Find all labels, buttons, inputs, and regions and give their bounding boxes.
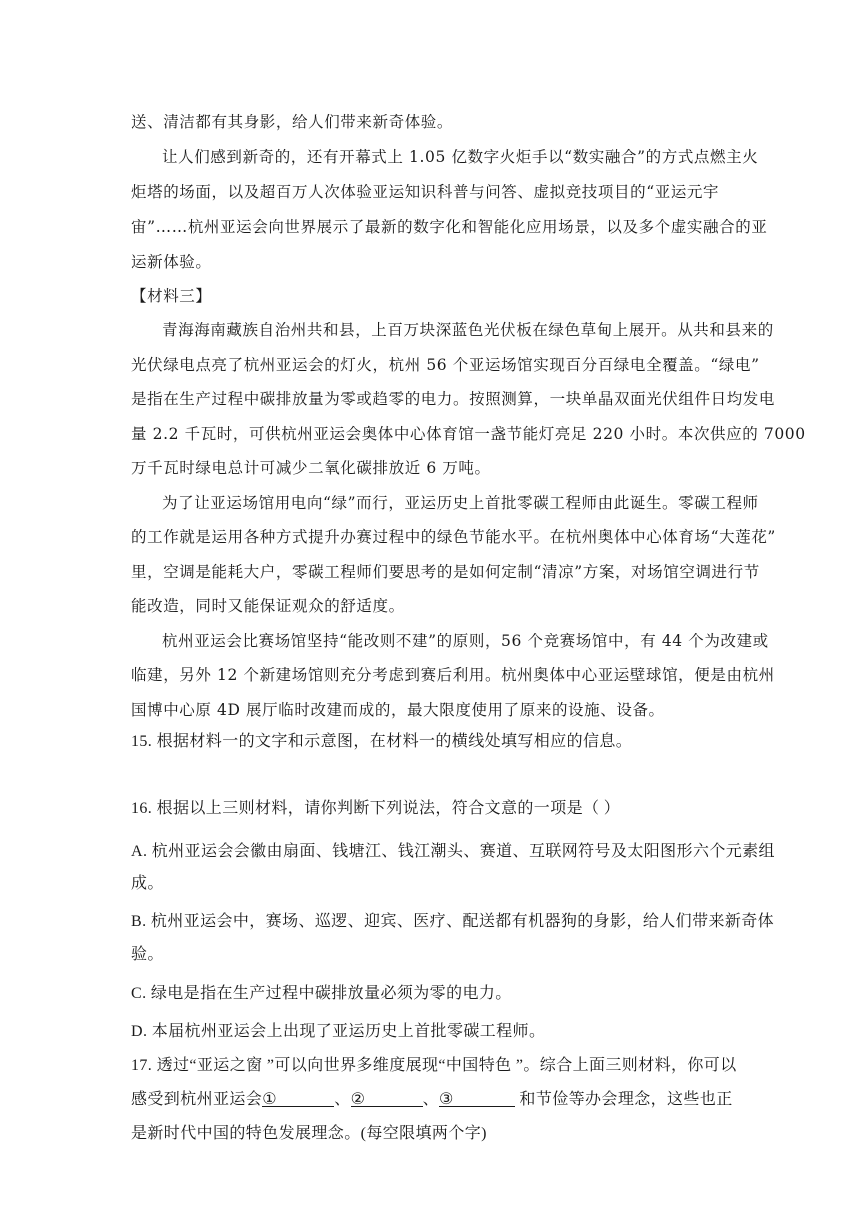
text-line: 让人们感到新奇的，还有开幕式上 1.05 亿数字火炬手以“数实融合”的方式点燃主火 xyxy=(162,148,759,166)
text-line: 为了让亚运场馆用电向“绿”而行，亚运历史上首批零碳工程师由此诞生。零碳工程师 xyxy=(162,494,759,512)
answer-blank-3[interactable]: ③ xyxy=(439,1090,515,1107)
text-line: 杭州亚运会比赛场馆坚持“能改则不建”的原则，56 个竞赛场馆中，有 44 个为改建或 xyxy=(162,632,769,650)
separator: 、 xyxy=(334,1091,351,1108)
text-line: 国博中心原 4D 展厅临时改建而成的，最大限度使用了原来的设施、设备。 xyxy=(131,701,665,719)
option-d: D. 本届杭州亚运会上出现了亚运历史上首批零碳工程师。 xyxy=(131,1023,546,1040)
text-line: 能改造，同时又能保证观众的舒适度。 xyxy=(131,597,405,615)
answer-blank-2[interactable]: ② xyxy=(351,1090,423,1107)
question-15: 15. 根据材料一的文字和示意图，在材料一的横线处填写相应的信息。 xyxy=(131,733,633,750)
text-line: 的工作就是运用各种方式提升办赛过程中的绿色节能水平。在杭州奥体中心体育场“大莲花” xyxy=(131,528,776,546)
q17-text: 感受到杭州亚运会 xyxy=(131,1091,263,1108)
question-17: 17. 透过“亚运之窗 ”可以向世界多维度展现“中国特色 ”。综合上面三则材料，你可以 xyxy=(131,1057,737,1074)
option-c: C. 绿电是指在生产过程中碳排放量必须为零的电力。 xyxy=(131,985,512,1002)
text-line: 运新体验。 xyxy=(131,253,212,271)
text-line: 炬塔的场面，以及超百万人次体验亚运知识科普与问答、虚拟竞技项目的“亚运元宇 xyxy=(131,183,720,201)
question-17-line3: 是新时代中国的特色发展理念。(每空限填两个字) xyxy=(131,1125,487,1142)
q17-text-post: 和节俭等办会理念，这些也正 xyxy=(515,1091,733,1108)
text-line: 万千瓦时绿电总计可减少二氧化碳排放近 6 万吨。 xyxy=(131,459,491,477)
option-a: A. 杭州亚运会会徽由扇面、钱塘江、钱江潮头、赛道、互联网符号及太阳图形六个元素组 xyxy=(131,843,775,860)
text-line: 送、清洁都有其身影，给人们带来新奇体验。 xyxy=(131,113,454,131)
text-line: 光伏绿电点亮了杭州亚运会的灯火，杭州 56 个亚运场馆实现百分百绿电全覆盖。“绿电” xyxy=(131,356,760,374)
text-line: 里，空调是能耗大户，零碳工程师们要思考的是如何定制“清凉”方案，对场馆空调进行节 xyxy=(131,563,760,581)
option-a-cont: 成。 xyxy=(131,875,164,892)
text-line: 量 2.2 千瓦时，可供杭州亚运会奥体中心体育馆一盏节能灯亮足 220 小时。本次供应的 7000 xyxy=(131,425,806,443)
text-line: 宙”……杭州亚运会向世界展示了最新的数字化和智能化应用场景，以及多个虚实融合的亚 xyxy=(131,218,768,236)
section-heading: 【材料三】 xyxy=(131,287,212,305)
text-line: 青海海南藏族自治州共和县，上百万块深蓝色光伏板在绿色草甸上展开。从共和县来的 xyxy=(162,321,774,339)
option-b-cont: 验。 xyxy=(131,946,164,963)
question-17-line2 xyxy=(131,1090,731,1110)
text-line: 临建，另外 12 个新建场馆则充分考虑到赛后利用。杭州奥体中心亚运壁球馆，便是由杭州 xyxy=(131,666,775,684)
answer-blank-1[interactable]: ① xyxy=(262,1090,334,1107)
separator: 、 xyxy=(422,1091,440,1108)
question-16: 16. 根据以上三则材料，请你判断下列说法，符合文意的一项是（ ） xyxy=(131,800,621,817)
option-b: B. 杭州亚运会中，赛场、巡逻、迎宾、医疗、配送都有机器狗的身影，给人们带来新奇体 xyxy=(131,913,775,930)
text-line: 是指在生产过程中碳排放量为零或趋零的电力。按照测算，一块单晶双面光伏组件日均发电 xyxy=(131,390,776,408)
